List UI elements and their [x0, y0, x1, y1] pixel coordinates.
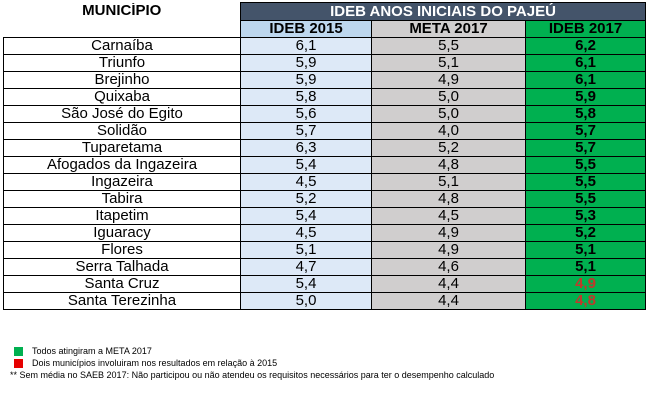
- ideb-2017-cell: 6,1: [526, 72, 646, 89]
- municipio-cell: Santa Cruz: [4, 276, 241, 293]
- ideb-2017-cell: 5,5: [526, 157, 646, 174]
- legend-red-text: Dois municípios involuiram nos resultados em relação à 2015: [32, 358, 278, 368]
- ideb-2015-cell: 6,1: [241, 38, 372, 55]
- table-row: [4, 242, 646, 259]
- table-row: [4, 174, 646, 191]
- legend-item-green: [14, 345, 610, 357]
- table-row: [4, 72, 646, 89]
- ideb-2017-cell: 5,8: [526, 106, 646, 123]
- municipio-cell: Tuparetama: [4, 140, 241, 157]
- header-municipio: MUNICÍPIO: [4, 3, 241, 38]
- municipio-cell: Quixaba: [4, 89, 241, 106]
- legend-green-text: Todos atingiram a META 2017: [32, 346, 152, 356]
- meta-2017-cell: 5,5: [372, 38, 526, 55]
- municipio-cell: Tabira: [4, 191, 241, 208]
- ideb-2015-cell: 5,6: [241, 106, 372, 123]
- ideb-2015-cell: 6,3: [241, 140, 372, 157]
- ideb-2015-cell: 5,4: [241, 157, 372, 174]
- municipio-cell: Solidão: [4, 123, 241, 140]
- ideb-2015-cell: 4,5: [241, 225, 372, 242]
- meta-2017-cell: 4,9: [372, 242, 526, 259]
- ideb-2017-cell: 5,3: [526, 208, 646, 225]
- meta-2017-cell: 5,0: [372, 106, 526, 123]
- table-row: [4, 191, 646, 208]
- ideb-2015-cell: 5,8: [241, 89, 372, 106]
- meta-2017-cell: 4,9: [372, 225, 526, 242]
- header-group-title: IDEB ANOS INICIAIS DO PAJEÚ: [241, 3, 646, 21]
- municipio-cell: Flores: [4, 242, 241, 259]
- meta-2017-cell: 4,8: [372, 157, 526, 174]
- municipio-cell: Santa Terezinha: [4, 293, 241, 310]
- table-row: [4, 157, 646, 174]
- meta-2017-cell: 4,0: [372, 123, 526, 140]
- ideb-2017-cell: 5,2: [526, 225, 646, 242]
- ideb-2017-cell: 6,1: [526, 55, 646, 72]
- table-row: [4, 208, 646, 225]
- ideb-2015-cell: 5,7: [241, 123, 372, 140]
- ideb-2017-cell: 5,1: [526, 259, 646, 276]
- legend-note: ** Sem média no SAEB 2017: Não participou ou não atendeu os requisitos necessários para ter o desempenho calculado: [10, 370, 495, 380]
- table-row: [4, 225, 646, 242]
- ideb-2017-cell: 5,1: [526, 242, 646, 259]
- red-swatch: [14, 359, 23, 368]
- ideb-2017-cell: 4,9: [526, 276, 646, 293]
- ideb-2017-cell: 5,5: [526, 191, 646, 208]
- table-row: [4, 259, 646, 276]
- meta-2017-cell: 5,0: [372, 89, 526, 106]
- table-row: [4, 89, 646, 106]
- ideb-2017-cell: 6,2: [526, 38, 646, 55]
- header-ideb-2015: IDEB 2015: [241, 21, 372, 38]
- municipio-cell: São José do Egito: [4, 106, 241, 123]
- meta-2017-cell: 4,6: [372, 259, 526, 276]
- meta-2017-cell: 5,1: [372, 174, 526, 191]
- municipio-cell: Iguaracy: [4, 225, 241, 242]
- ideb-2015-cell: 4,7: [241, 259, 372, 276]
- meta-2017-cell: 5,1: [372, 55, 526, 72]
- meta-2017-cell: 5,2: [372, 140, 526, 157]
- ideb-2017-cell: 5,7: [526, 140, 646, 157]
- municipio-cell: Ingazeira: [4, 174, 241, 191]
- table-body: [4, 38, 646, 310]
- meta-2017-cell: 4,4: [372, 276, 526, 293]
- ideb-2017-cell: 4,8: [526, 293, 646, 310]
- ideb-2015-cell: 5,9: [241, 55, 372, 72]
- meta-2017-cell: 4,4: [372, 293, 526, 310]
- green-swatch: [14, 347, 23, 356]
- ideb-2015-cell: 5,1: [241, 242, 372, 259]
- table-row: [4, 38, 646, 55]
- ideb-2015-cell: 5,2: [241, 191, 372, 208]
- municipio-cell: Triunfo: [4, 55, 241, 72]
- table-row: [4, 293, 646, 310]
- ideb-2015-cell: 5,0: [241, 293, 372, 310]
- header-ideb-2017: IDEB 2017: [526, 21, 646, 38]
- table-row: [4, 106, 646, 123]
- ideb-table: [3, 2, 646, 310]
- meta-2017-cell: 4,5: [372, 208, 526, 225]
- municipio-cell: Serra Talhada: [4, 259, 241, 276]
- table-row: [4, 276, 646, 293]
- ideb-2017-cell: 5,5: [526, 174, 646, 191]
- table-row: [4, 123, 646, 140]
- table-row: [4, 140, 646, 157]
- table-row: [4, 55, 646, 72]
- ideb-2015-cell: 4,5: [241, 174, 372, 191]
- ideb-2017-cell: 5,9: [526, 89, 646, 106]
- ideb-2015-cell: 5,9: [241, 72, 372, 89]
- municipio-cell: Carnaíba: [4, 38, 241, 55]
- ideb-2015-cell: 5,4: [241, 276, 372, 293]
- legend: [10, 345, 610, 381]
- meta-2017-cell: 4,9: [372, 72, 526, 89]
- municipio-cell: Brejinho: [4, 72, 241, 89]
- ideb-2015-cell: 5,4: [241, 208, 372, 225]
- municipio-cell: Itapetim: [4, 208, 241, 225]
- legend-item-red: [14, 357, 610, 369]
- ideb-2017-cell: 5,7: [526, 123, 646, 140]
- municipio-cell: Afogados da Ingazeira: [4, 157, 241, 174]
- header-meta-2017: META 2017: [372, 21, 526, 38]
- meta-2017-cell: 4,8: [372, 191, 526, 208]
- ideb-table-container: [3, 2, 645, 310]
